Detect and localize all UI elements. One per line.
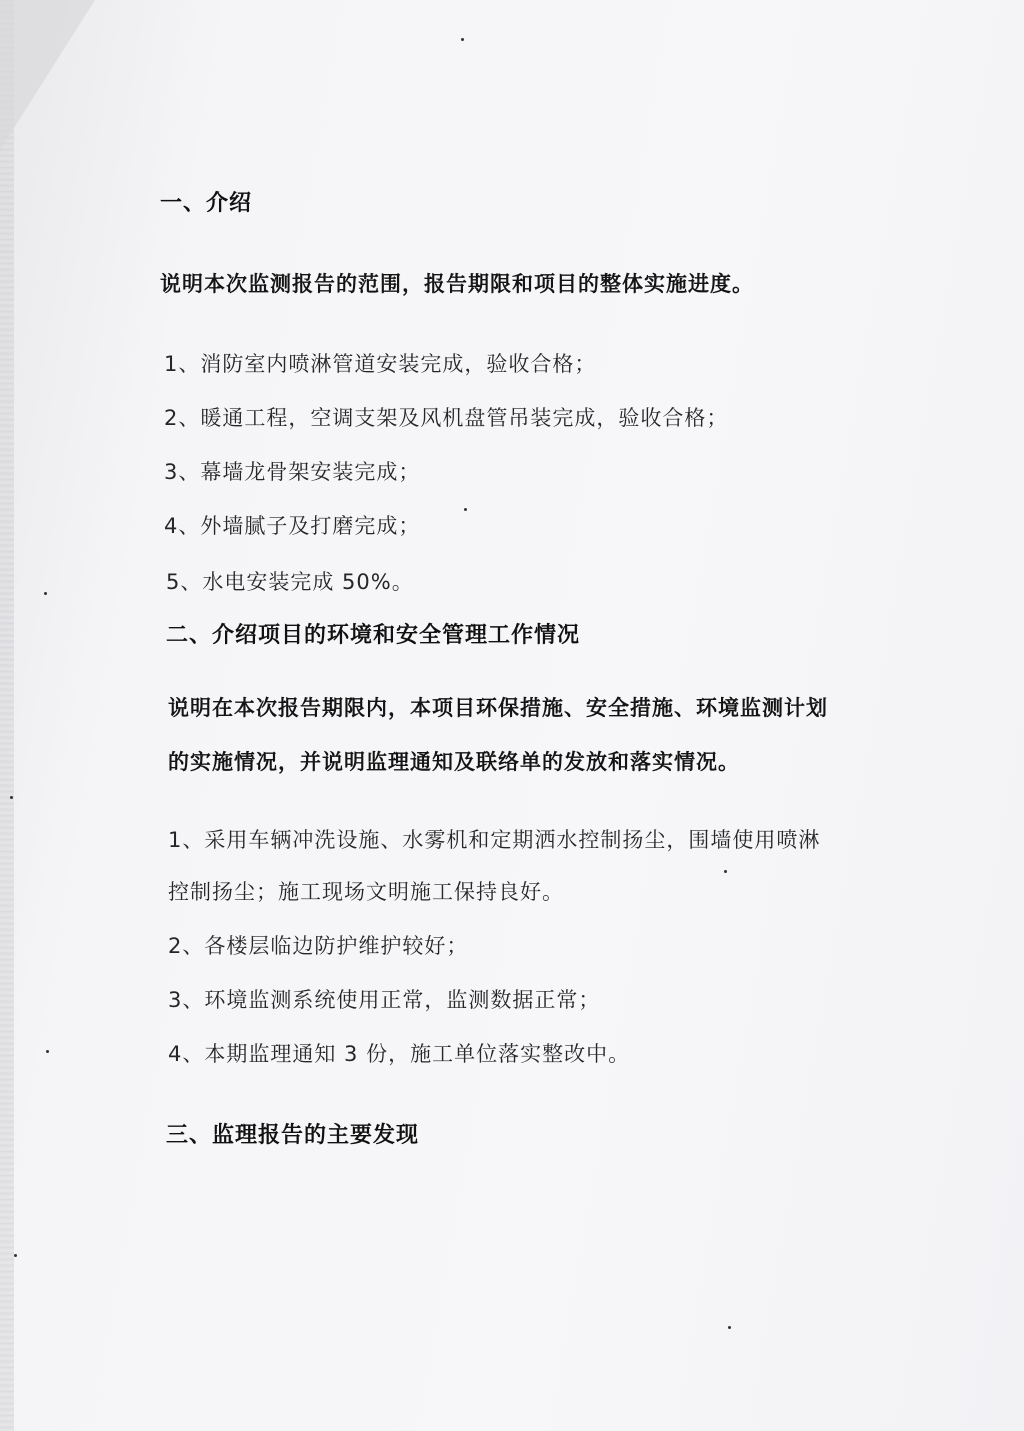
paper-speck bbox=[464, 508, 467, 511]
paper-speck bbox=[728, 1326, 731, 1329]
section-1-item-1: 1、消防室内喷淋管道安装完成，验收合格； bbox=[164, 352, 597, 376]
section-1-item-2: 2、暖通工程，空调支架及风机盘管吊装完成，验收合格； bbox=[164, 406, 729, 430]
section-2-item-3: 3、环境监测系统使用正常，监测数据正常； bbox=[168, 988, 601, 1012]
paper-speck bbox=[14, 1254, 17, 1257]
paper-speck bbox=[724, 870, 727, 873]
page-edge-shadow bbox=[0, 0, 14, 1431]
section-2-intro-line-1: 说明在本次报告期限内，本项目环保措施、安全措施、环境监测计划 bbox=[168, 696, 828, 720]
paper-speck bbox=[10, 796, 13, 799]
paper-speck bbox=[44, 592, 47, 595]
page-corner-fold bbox=[0, 0, 95, 150]
section-2-item-1-cont: 控制扬尘；施工现场文明施工保持良好。 bbox=[168, 880, 564, 904]
paper-speck bbox=[461, 38, 464, 41]
section-1-item-4: 4、外墙腻子及打磨完成； bbox=[164, 514, 421, 538]
paper-speck bbox=[46, 1050, 49, 1053]
section-2-item-2: 2、各楼层临边防护维护较好； bbox=[168, 934, 469, 958]
section-3-heading: 三、监理报告的主要发现 bbox=[166, 1123, 420, 1148]
section-1-intro: 说明本次监测报告的范围，报告期限和项目的整体实施进度。 bbox=[160, 272, 754, 296]
section-2-item-4: 4、本期监理通知 3 份，施工单位落实整改中。 bbox=[168, 1042, 631, 1066]
section-2-heading: 二、介绍项目的环境和安全管理工作情况 bbox=[166, 623, 581, 648]
section-2-item-1: 1、采用车辆冲洗设施、水雾机和定期洒水控制扬尘，围墙使用喷淋 bbox=[168, 828, 821, 852]
section-1-heading: 一、介绍 bbox=[160, 191, 253, 216]
section-1-item-5: 5、水电安装完成 50%。 bbox=[166, 570, 414, 594]
section-1-item-3: 3、幕墙龙骨架安装完成； bbox=[164, 460, 421, 484]
section-2-intro-line-2: 的实施情况，并说明监理通知及联络单的发放和落实情况。 bbox=[168, 750, 740, 774]
